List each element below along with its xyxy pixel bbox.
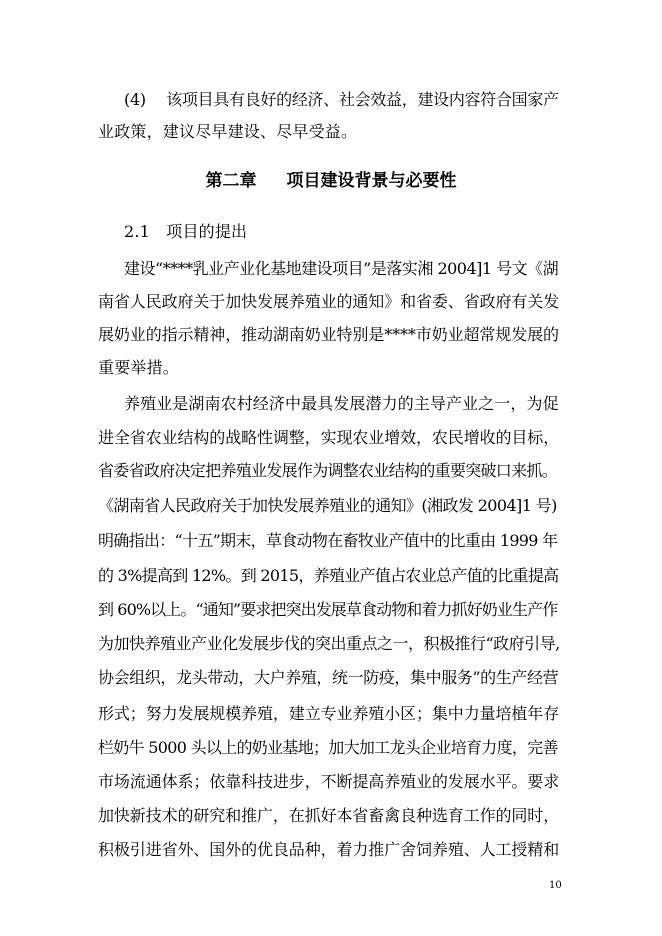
paragraph2-line-6: 的 3%提高到 12%。到 2015，养殖业产值占农业总产值的比重提高 [98, 566, 559, 585]
paragraph2-line-4: 《湖南省人民政府关于加快发展养殖业的通知》(湘政发 2004]1 号) [98, 496, 557, 515]
page-number: 10 [549, 880, 562, 891]
paragraph2-line-13: 加快新技术的研究和推广，在抓好本省畜禽良种选育工作的同时， [98, 806, 560, 825]
paragraph2-line-10: 形式；努力发展规模养殖，建立专业养殖小区；集中力量培植年存 [98, 704, 560, 723]
paragraph1-line-2: 南省人民政府关于加快发展养殖业的通知》和省委、省政府有关发 [98, 292, 560, 311]
paragraph2-line-7: 到 60%以上。“通知”要求把突出发展草食动物和着力抓好奶业生产作 [98, 600, 558, 619]
paragraph2-line-12: 市场流通体系；依靠科技进步，不断提高养殖业的发展水平。要求 [98, 772, 560, 791]
paragraph2-line-2: 进全省农业结构的战略性调整，实现农业增效，农民增收的目标， [98, 428, 560, 447]
paragraph1-line-3: 展奶业的指示精神，推动湖南奶业特别是****市奶业超常规发展的 [98, 325, 559, 344]
paragraph2-line-1: 养殖业是湖南农村经济中最具发展潜力的主导产业之一，为促 [124, 394, 559, 413]
chapter-number: 第二章 [205, 171, 257, 191]
chapter-heading [0, 170, 662, 192]
paragraph1-line-4: 重要举措。 [98, 358, 180, 377]
paragraph2-line-3: 省委省政府决定把养殖业发展作为调整农业结构的重要突破口来抓。 [98, 461, 558, 480]
intro-line-2: 业政策，建议尽早建设、尽早受益。 [98, 122, 358, 141]
paragraph2-line-8: 为加快养殖业产业化发展步伐的突出重点之一，积极推行“政府引导, [98, 634, 560, 653]
paragraph2-line-5: 明确指出：“十五”期末，草食动物在畜牧业产值中的比重由 1999 年 [98, 531, 558, 550]
paragraph2-line-11: 栏奶牛 5000 头以上的奶业基地；加大加工龙头企业培育力度，完善 [98, 738, 558, 757]
paragraph2-line-9: 协会组织，龙头带动，大户养殖，统一防疫，集中服务”的生产经营 [98, 668, 559, 687]
chapter-title: 项目建设背景与必要性 [286, 171, 457, 191]
paragraph2-line-14: 积极引进省外、国外的优良品种，着力推广舍饲养殖、人工授精和 [98, 840, 560, 859]
intro-line-1: (4) 该项目具有良好的经济、社会效益，建设内容符合国家产 [124, 90, 559, 109]
paragraph1-line-1: 建设“****乳业产业化基地建设项目”是落实湘 2004]1 号文《湖 [124, 259, 559, 278]
section-heading: 2.1 项目的提出 [124, 222, 248, 241]
